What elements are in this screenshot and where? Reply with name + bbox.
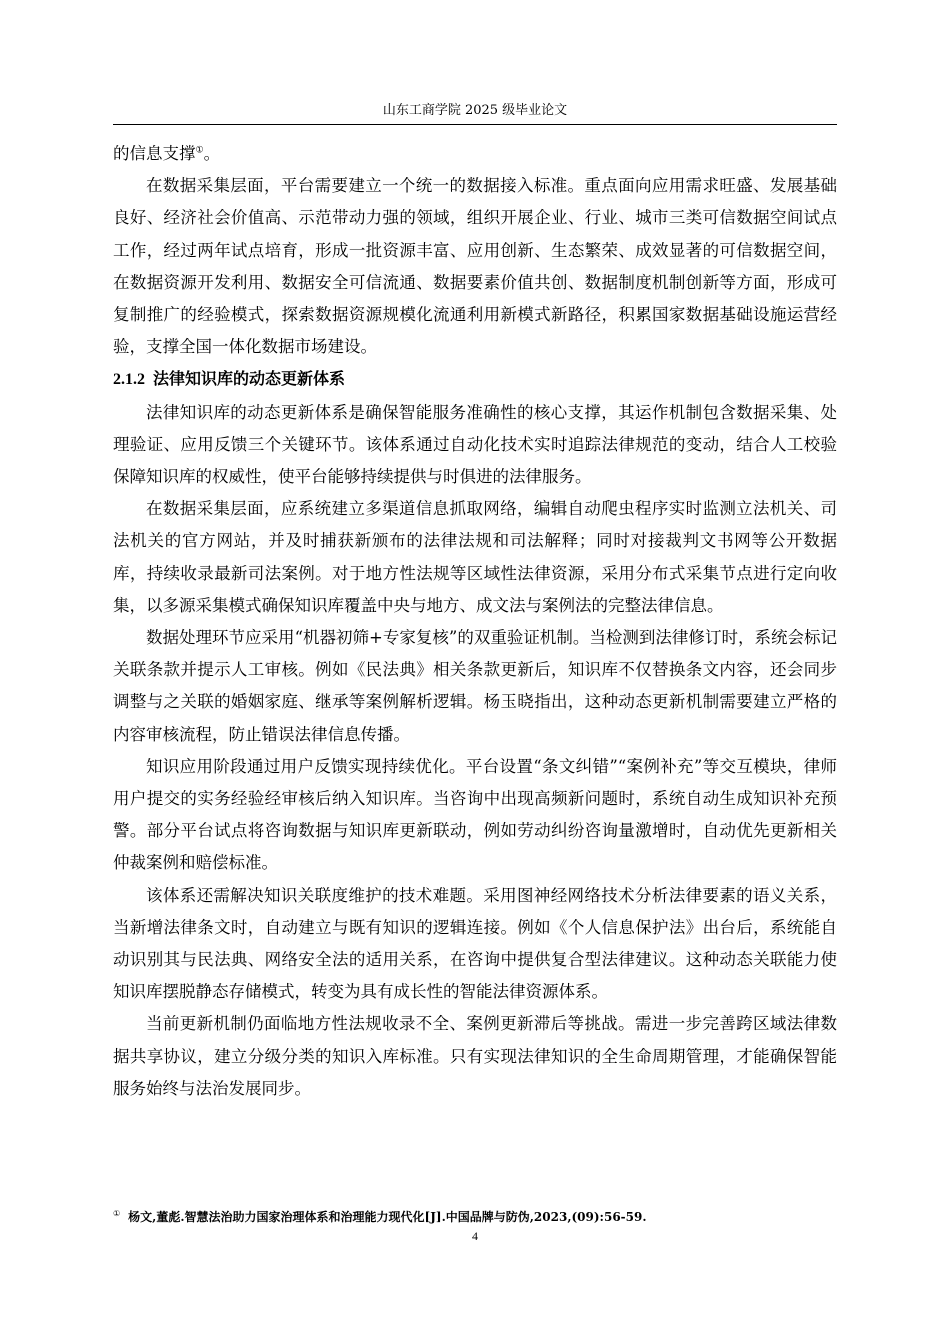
paragraph-4: 数据处理环节应采用“机器初筛+专家复核”的双重验证机制。当检测到法律修订时，系统会标记关联条款并提示人工审核。例如《民法典》相关条款更新后，知识库不仅替换条文内容，还会同步调整与之关联的婚姻家庭、继承等案例解析逻辑。杨玉晓指出，这种动态更新机制需要建立严格的内容审核流程，防止错误法律信息传播。: [113, 628, 837, 744]
section-heading: [113, 363, 837, 396]
footnote-marker: ①: [113, 1209, 121, 1218]
intro-text: 的信息支撑: [113, 144, 196, 163]
intro-end: 。: [203, 144, 221, 163]
header-rule: [113, 124, 837, 125]
section-number: 2.1.2: [113, 371, 145, 389]
page-number: 4: [472, 1229, 478, 1243]
paragraph-2: 法律知识库的动态更新体系是确保智能服务准确性的核心支撑，其运作机制包含数据采集、处理验证、应用反馈三个关键环节。该体系通过自动化技术实时追踪法律规范的变动，结合人工校验保障知识库的权威性，使平台能够持续提供与时俱进的法律服务。: [113, 402, 837, 487]
footnote: [113, 1208, 837, 1226]
paragraph-7: 当前更新机制仍面临地方性法规收录不全、案例更新滞后等挑战。需进一步完善跨区域法律数据共享协议，建立分级分类的知识入库标准。只有实现法律知识的全生命周期管理，才能确保智能服务始终与法治发展同步。: [113, 1014, 837, 1098]
footnote-text: 杨文,董彪.智慧法治助力国家治理体系和治理能力现代化[J].中国品牌与防伪,2023,(09):56-59.: [128, 1210, 647, 1224]
footnote-ref[interactable]: ①: [195, 145, 204, 156]
section-title: 法律知识库的动态更新体系: [153, 369, 346, 389]
paragraph-5: 知识应用阶段通过用户反馈实现持续优化。平台设置“条文纠错”“案例补充”等交互模块，律师用户提交的实务经验经审核后纳入知识库。当咨询中出现高频新问题时，系统自动生成知识补充预警。部分平台试点将咨询数据与知识库更新联动，例如劳动纠纷咨询量激增时，自动优先更新相关仲裁案例和赔偿标准。: [113, 756, 837, 873]
paragraph-1: 在数据采集层面，平台需要建立一个统一的数据接入标准。重点面向应用需求旺盛、发展基础良好、经济社会价值高、示范带动力强的领域，组织开展企业、行业、城市三类可信数据空间试点工作，经过两年试点培育，形成一批资源丰富、应用创新、生态繁荣、成效显著的可信数据空间，在数据资源开发利用、数据安全可信流通、数据要素价值共创、数据制度机制创新等方面，形成可复制推广的经验模式，探索数据资源规模化流通利用新模式新路径，积累国家数据基础设施运营经验，支撑全国一体化数据市场建设。: [113, 176, 837, 357]
body-text: [113, 138, 837, 1105]
paragraph-3: 在数据采集层面，应系统建立多渠道信息抓取网络，编辑自动爬虫程序实时监测立法机关、司法机关的官方网站，并及时捕获新颁布的法律法规和司法解释；同时对接裁判文书网等公开数据库，持续收录最新司法案例。对于地方性法规等区域性法律资源，采用分布式采集节点进行定向收集，以多源采集模式确保知识库覆盖中央与地方、成文法与案例法的完整法律信息。: [113, 499, 837, 615]
paragraph-6: 该体系还需解决知识关联度维护的技术难题。采用图神经网络技术分析法律要素的语义关系，当新增法律条文时，自动建立与既有知识的逻辑连接。例如《个人信息保护法》出台后，系统能自动识别其与民法典、网络安全法的适用关系，在咨询中提供复合型法律建议。这种动态关联能力使知识库摆脱静态存储模式，转变为具有成长性的智能法律资源体系。: [113, 885, 837, 1002]
running-header: 山东工商学院 2025 级毕业论文: [382, 103, 568, 118]
intro-line: [113, 138, 837, 170]
